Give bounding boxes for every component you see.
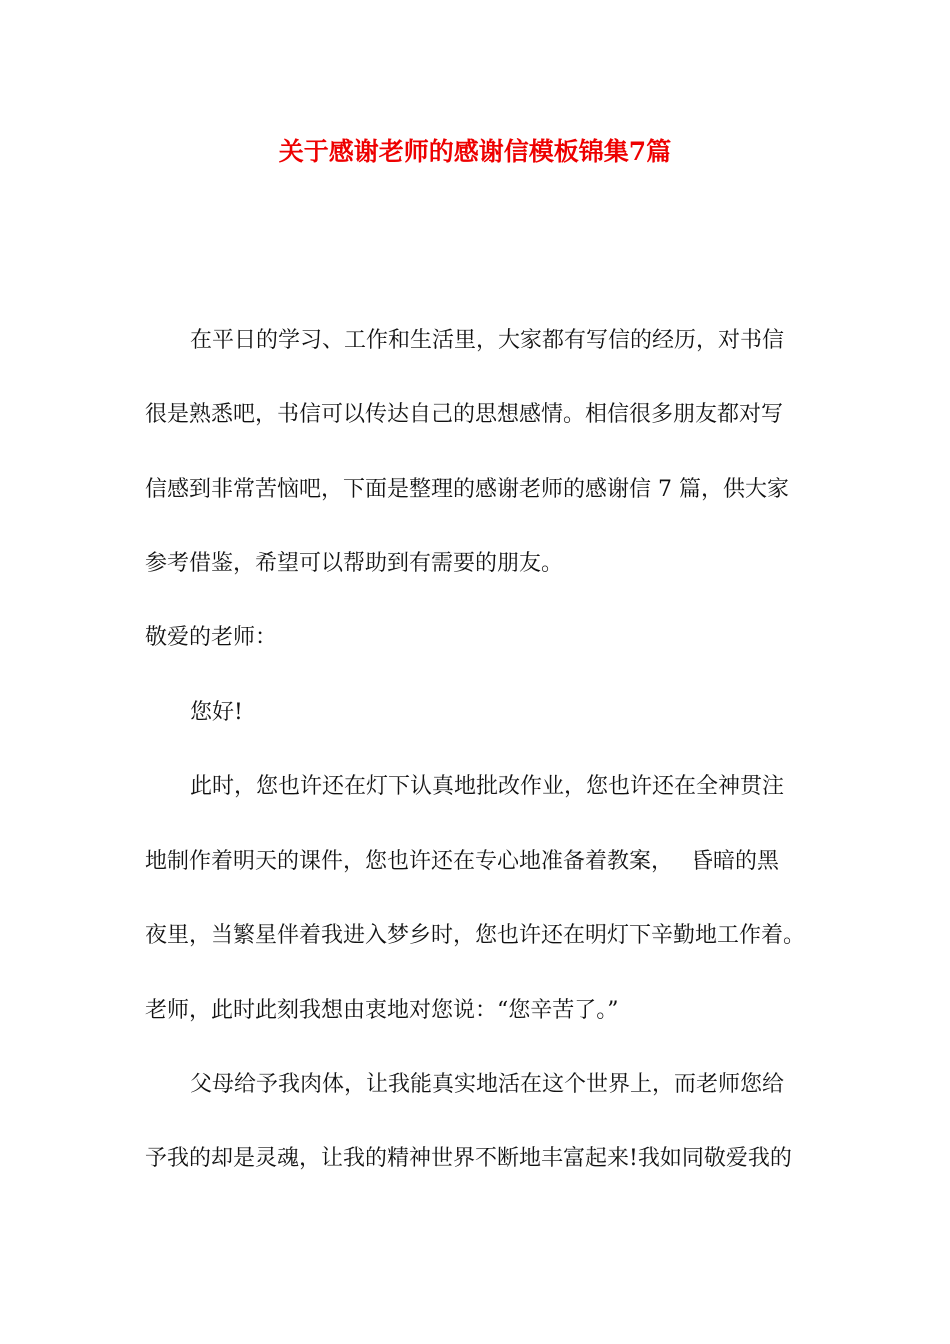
paragraph-line: 父母给予我肉体，让我能真实地活在这个世界上，而老师您给 — [190, 1072, 785, 1097]
paragraph-line: 很是熟悉吧，书信可以传达自己的思想感情。相信很多朋友都对写 — [145, 402, 784, 427]
salutation-line: 敬爱的老师： — [145, 625, 278, 650]
paragraph-line: 夜里，当繁星伴着我进入梦乡时，您也许还在明灯下辛勤地工作着。 — [145, 923, 806, 948]
paragraph-line: 在平日的学习、工作和生活里，大家都有写信的经历，对书信 — [190, 328, 785, 353]
paragraph-line: 参考借鉴，希望可以帮助到有需要的朋友。 — [145, 551, 564, 576]
paragraph-line: 地制作着明天的课件，您也许还在专心地准备着教案， 昏暗的黑 — [145, 849, 779, 874]
document-title: 关于感谢老师的感谢信模板锦集7篇 — [278, 137, 672, 166]
paragraph-line: 老师，此时此刻我想由衷地对您说：“您辛苦了。” — [145, 998, 619, 1023]
paragraph-line: 信感到非常苦恼吧，下面是整理的感谢老师的感谢信 7 篇，供大家 — [145, 477, 789, 502]
greeting-line: 您好! — [190, 700, 243, 725]
paragraph-line: 此时，您也许还在灯下认真地批改作业，您也许还在全神贯注 — [190, 774, 785, 799]
paragraph-line: 予我的却是灵魂，让我的精神世界不断地丰富起来!我如同敬爱我的 — [145, 1146, 792, 1171]
